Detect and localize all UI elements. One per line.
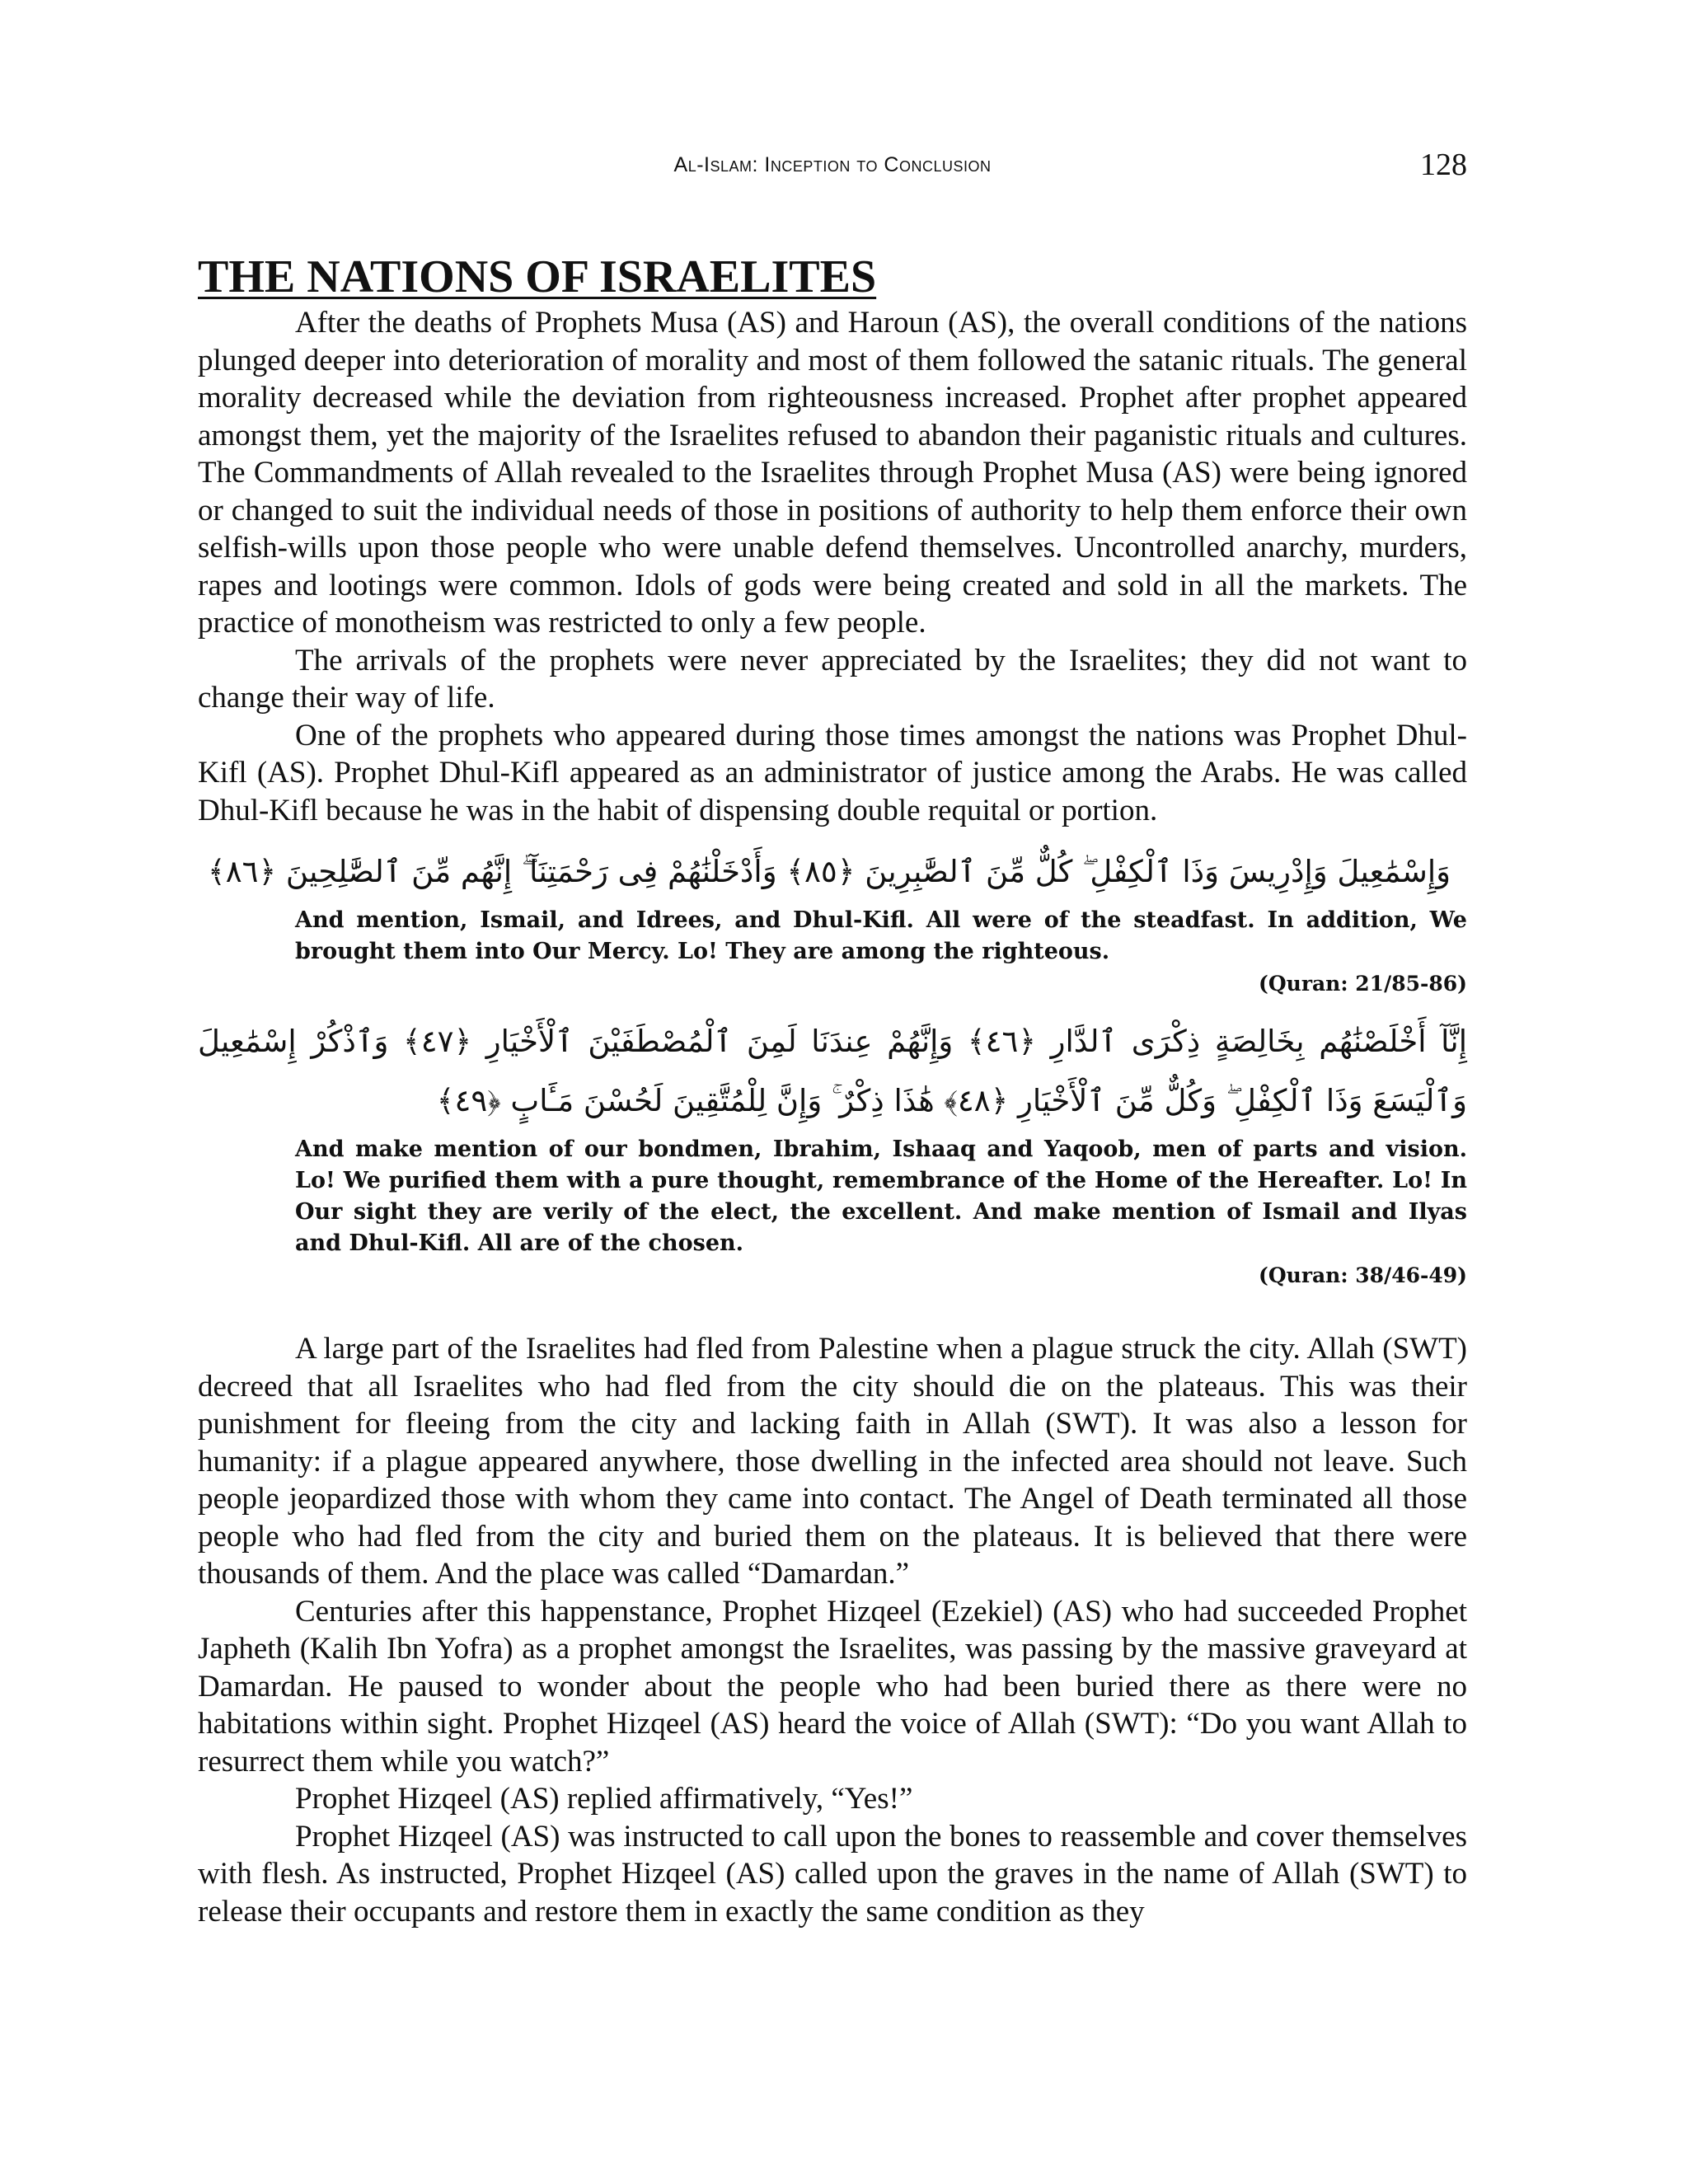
paragraph: One of the prophets who appeared during those times amongst the nations was Prophet Dhul-Kifl (AS). Prophet Dhul-Kifl appeared as an administrator of justice among the Arabs. He was called Dhul-Kifl because he was in the habit of dispensing double requital or portion.: [198, 718, 1467, 827]
quran-verse-arabic: وَإِسْمَٰعِيلَ وَإِدْرِيسَ وَذَا ٱلْكِفْلِ ۖ كُلٌّ مِّنَ ٱلصَّٰبِرِينَ ﴿٨٥﴾ وَأَدْخَلْنَٰهُمْ فِى رَحْمَتِنَآ ۖ إِنَّهُم مِّنَ ٱلصَّٰلِحِينَ ﴿٨٦﴾: [208, 854, 1451, 889]
page-content: [198, 251, 1467, 1930]
paragraph: Prophet Hizqeel (AS) was instructed to call upon the bones to reassemble and cover themselves with flesh. As instructed, Prophet Hizqeel (AS) called upon the graves in the name of Allah (SWT) to release their occupants and restore them in exactly the same condition as they: [198, 1819, 1467, 1929]
paragraph: A large part of the Israelites had fled from Palestine when a plague struck the city. Allah (SWT) decreed that all Israelites who had fled from the city should die on the plateaus. This was their punishment for fleeing from the city and lacking faith in Allah (SWT). It was also a lesson for humanity: if a plague appeared anywhere, those dwelling in the infected area should not leave. Such people jeopardized those with whom they came into contact. The Angel of Death terminated all those people who had fled from the city and buried them on the plateaus. It is believed that there were thousands of them. And the place was called “Damardan.”: [198, 1332, 1467, 1591]
quran-verse-translation: And make mention of our bondmen, Ibrahim, Ishaaq and Yaqoob, men of parts and vision. Lo! We purified them with a pure thought, remembrance of the Home of the Hereafter. Lo! In Our sight they are verily of the elect, the excellent. And make mention of Ismail and Ilyas and Dhul-Kifl. All are of the chosen.: [295, 1137, 1467, 1256]
section-title: THE NATIONS OF ISRAELITES: [198, 251, 877, 302]
quran-verse-reference: (Quran: 38/46-49): [1259, 1263, 1467, 1287]
quran-verse-reference: (Quran: 21/85-86): [1259, 972, 1467, 996]
running-header: [198, 147, 1467, 188]
spacer: [198, 1296, 1467, 1330]
page-number: 128: [1420, 148, 1467, 182]
paragraph: The arrivals of the prophets were never appreciated by the Israelites; they did not want to change their way of life.: [198, 643, 1467, 715]
quran-verse-translation: And mention, Ismail, and Idrees, and Dhul-Kifl. All were of the steadfast. In addition, We brought them into Our Mercy. Lo! They are among the righteous.: [295, 907, 1467, 964]
paragraph: After the deaths of Prophets Musa (AS) and Haroun (AS), the overall conditions of the nations plunged deeper into deterioration of morality and most of them followed the satanic rituals. The general morality decreased while the deviation from righteousness increased. Prophet after prophet appeared amongst them, yet the majority of the Israelites refused to abandon their paganistic rituals and cultures. The Commandments of Allah revealed to the Israelites through Prophet Musa (AS) were being ignored or changed to suit the individual needs of those in positions of authority to help them enforce their own selfish-wills upon those people who were unable defend themselves. Uncontrolled anarchy, murders, rapes and lootings were common. Idols of gods were being created and sold in all the markets. The practice of monotheism was restricted to only a few people.: [198, 306, 1467, 640]
running-title: Al-Islam: Inception to Conclusion: [673, 153, 992, 176]
quran-verse-arabic: إِنَّآ أَخْلَصْنَٰهُم بِخَالِصَةٍ ذِكْرَى ٱلدَّارِ ﴿٤٦﴾ وَإِنَّهُمْ عِندَنَا لَمِنَ ٱلْمُصْطَفَيْنَ ٱلْأَخْيَارِ ﴿٤٧﴾ وَٱذْكُرْ إِسْمَٰعِيلَ وَٱلْيَسَعَ وَذَا ٱلْكِفْلِ ۖ وَكُلٌّ مِّنَ ٱلْأَخْيَارِ ﴿٤٨﴾ هَٰذَا ذِكْرٌ ۚ وَإِنَّ لِلْمُتَّقِينَ لَحُسْنَ مَـَٔابٍ ﴿٤٩﴾: [198, 1024, 1468, 1118]
paragraph: Centuries after this happenstance, Prophet Hizqeel (Ezekiel) (AS) who had succeeded Prophet Japheth (Kalih Ibn Yofra) as a prophet amongst the Israelites, was passing by the massive graveyard at Damardan. He paused to wonder about the people who had been buried there as there were no habitations within sight. Prophet Hizqeel (AS) heard the voice of Allah (SWT): “Do you want Allah to resurrect them while you watch?”: [198, 1594, 1467, 1779]
paragraph: Prophet Hizqeel (AS) replied affirmatively, “Yes!”: [295, 1782, 913, 1816]
